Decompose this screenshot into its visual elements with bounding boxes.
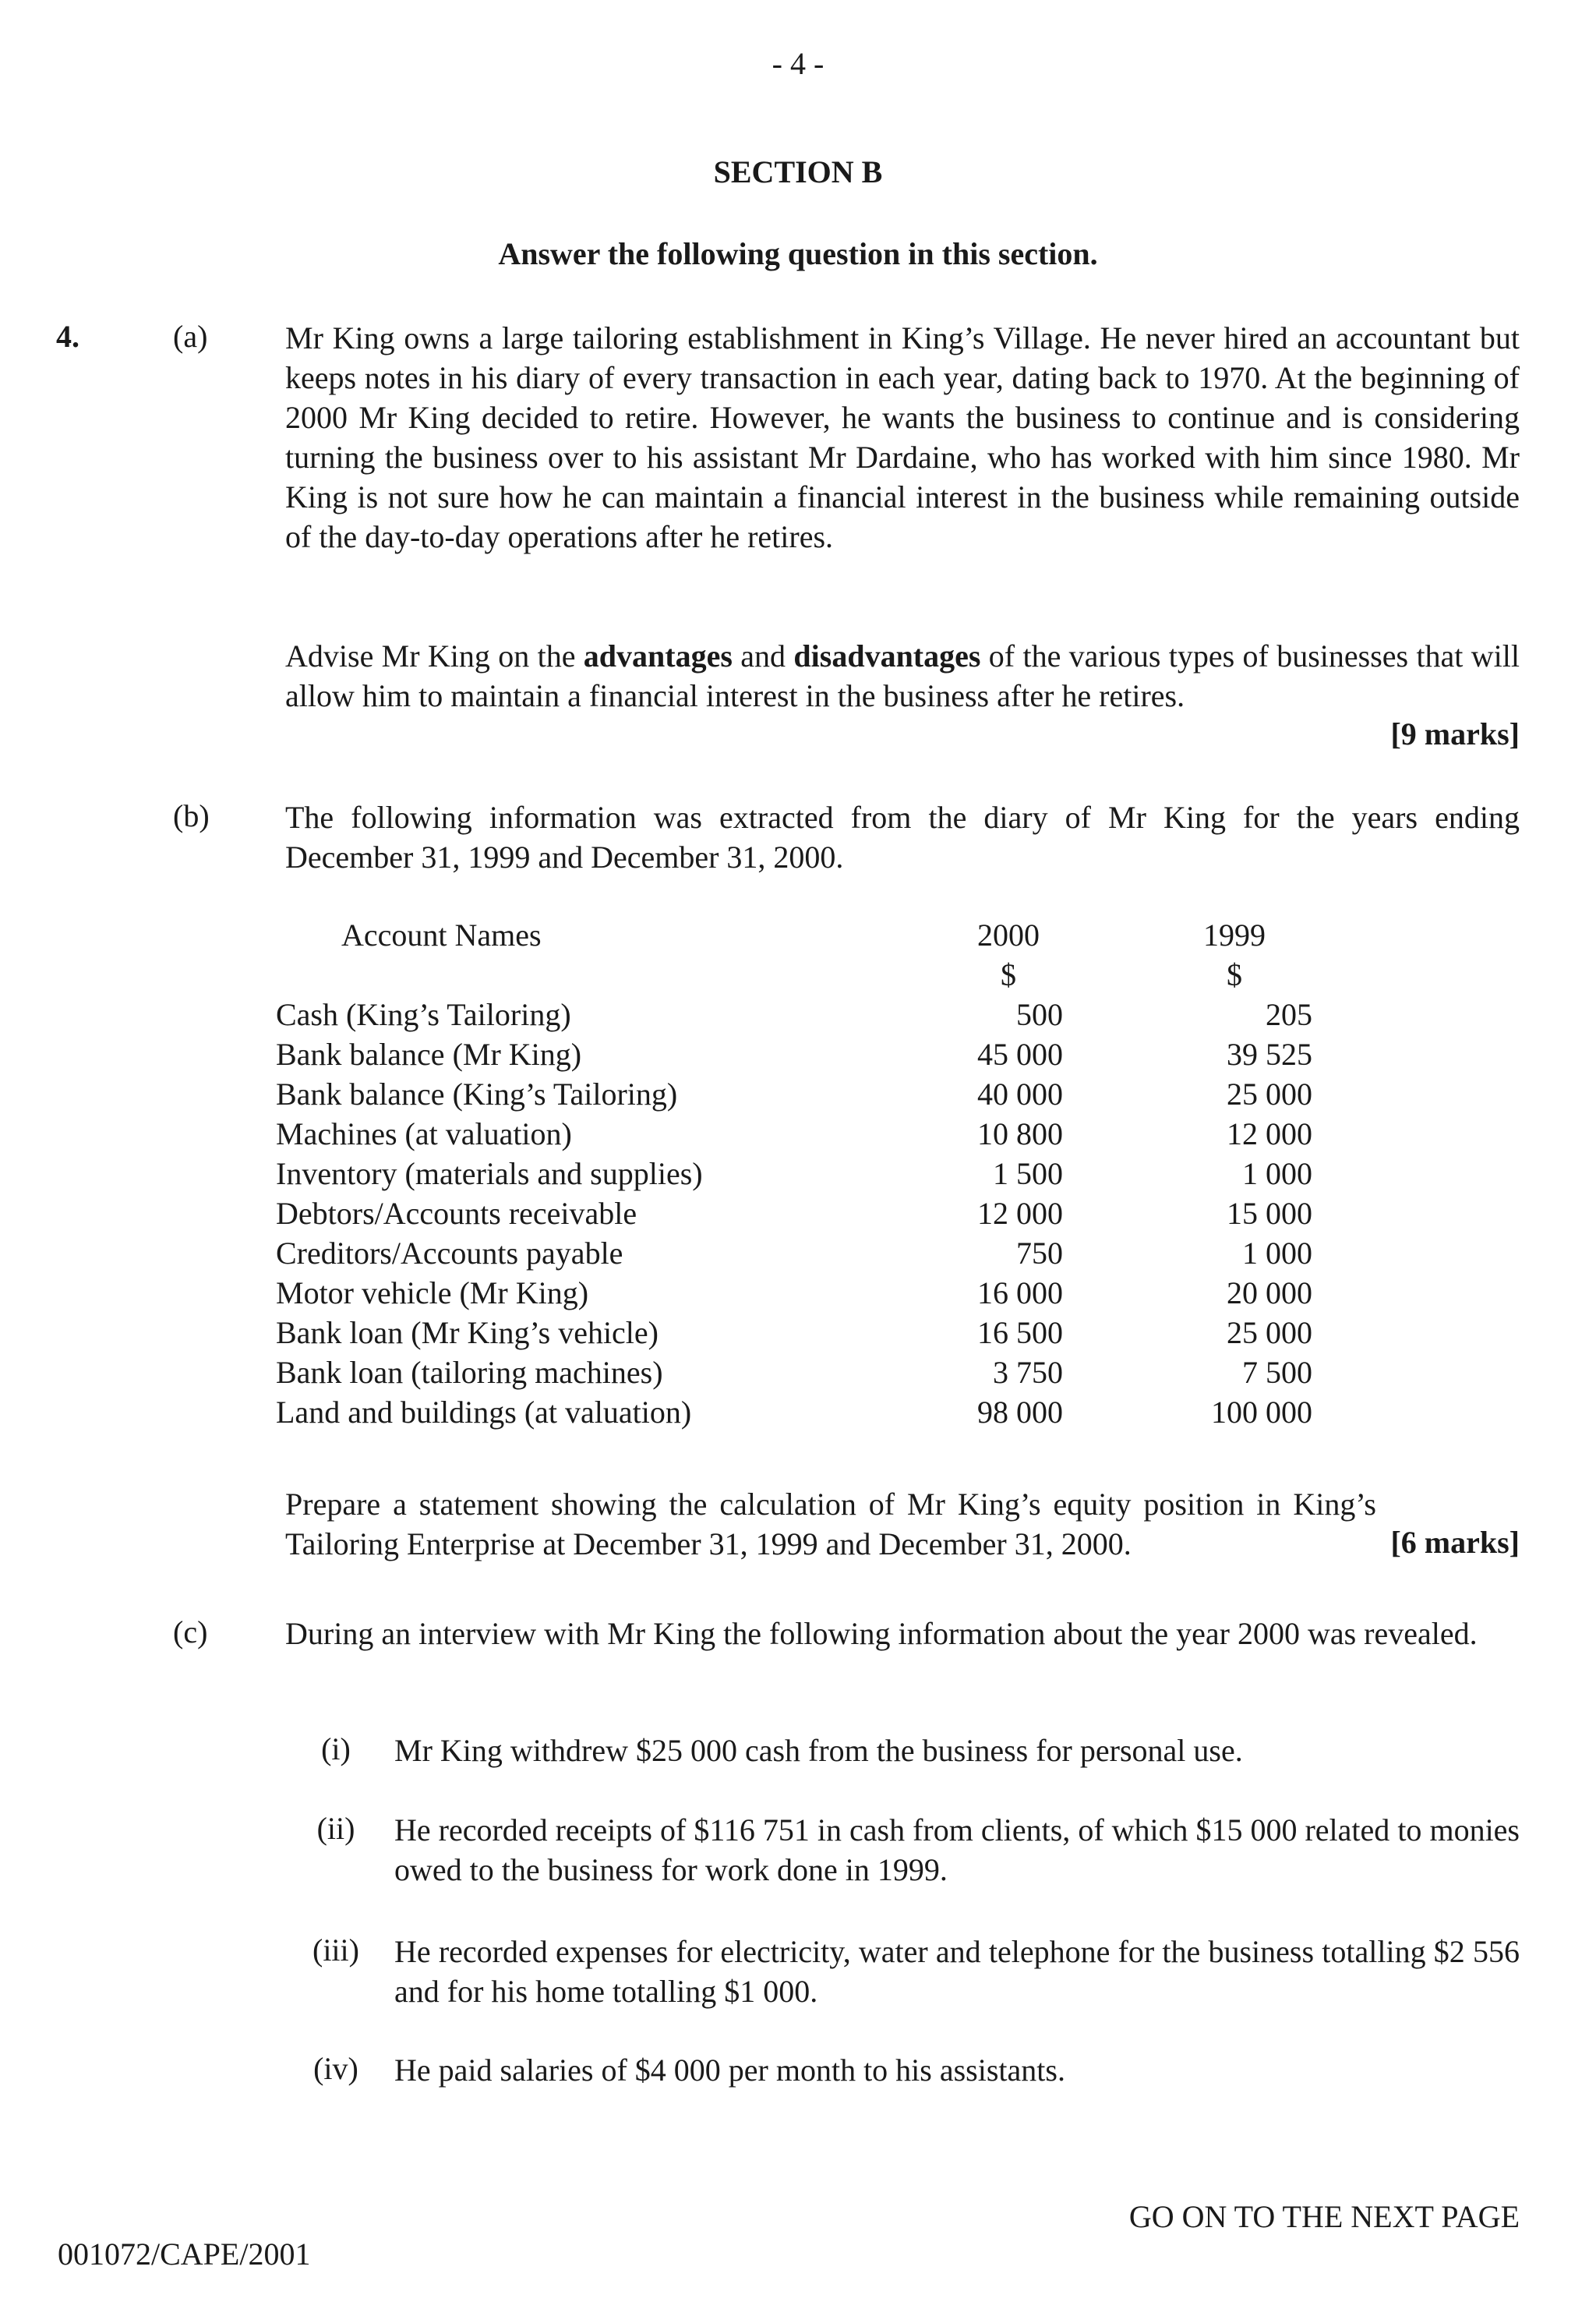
item-ii-text: He recorded receipts of $116 751 in cash from clients, of which $15 000 related to monies owed to the business for work done in 1999. — [394, 1812, 1520, 1887]
value-1999: 20 000 — [1227, 1275, 1312, 1310]
table-row — [276, 996, 1367, 1036]
part-b-label: (b) — [173, 798, 210, 833]
paper-code: 001072/CAPE/2001 — [58, 2236, 311, 2272]
value-2000: 1 500 — [993, 1156, 1063, 1191]
value-1999: 39 525 — [1227, 1037, 1312, 1072]
value-2000: 750 — [1016, 1236, 1063, 1271]
disadvantages-term: disadvantages — [793, 638, 981, 674]
table-row — [276, 1076, 1367, 1116]
table-header-years — [276, 917, 1367, 956]
account-name: Land and buildings (at valuation) — [276, 1395, 692, 1430]
value-2000: 3 750 — [993, 1355, 1063, 1390]
advise-suffix: of the various types of businesses that will allow him to maintain a financial interest in the business after he retires. — [285, 638, 1520, 713]
item-ii-label: (ii) — [316, 1811, 355, 1846]
item-i-text: Mr King withdrew $25 000 cash from the business for personal use. — [394, 1733, 1243, 1768]
column-header-1999: 1999 — [1203, 918, 1266, 953]
item-iv-text: He paid salaries of $4 000 per month to his assistants. — [394, 2053, 1065, 2088]
account-name: Cash (King’s Tailoring) — [276, 997, 571, 1032]
advise-prefix: Advise Mr King on the — [285, 638, 584, 674]
table-row — [276, 1195, 1367, 1235]
account-name: Machines (at valuation) — [276, 1116, 572, 1151]
advise-mid: and — [732, 638, 794, 674]
value-1999: 7 500 — [1242, 1355, 1312, 1390]
section-instruction: Answer the following question in this section. — [498, 236, 1098, 271]
account-name: Bank balance (Mr King) — [276, 1037, 582, 1072]
value-2000: 500 — [1016, 997, 1063, 1032]
table-row — [276, 1116, 1367, 1155]
part-b-intro: The following information was extracted from the diary of Mr King for the years ending December 31, 1999 and December 31, 2000. — [285, 800, 1520, 875]
column-header-account-names: Account Names — [341, 918, 542, 953]
value-1999: 25 000 — [1227, 1315, 1312, 1350]
part-b-task: Prepare a statement showing the calculation of Mr King’s equity position in King’s Tailoring Enterprise at December 31, 1999 and December 31, 2000. — [285, 1487, 1376, 1561]
column-header-2000: 2000 — [977, 918, 1040, 953]
account-name: Motor vehicle (Mr King) — [276, 1275, 589, 1310]
item-i-label: (i) — [321, 1731, 351, 1766]
table-row — [276, 1314, 1367, 1354]
value-1999: 100 000 — [1211, 1395, 1312, 1430]
account-name: Bank balance (King’s Tailoring) — [276, 1077, 678, 1112]
table-row — [276, 1354, 1367, 1394]
part-c-label: (c) — [173, 1614, 208, 1649]
account-name: Inventory (materials and supplies) — [276, 1156, 703, 1191]
question-number: 4. — [56, 319, 79, 354]
value-1999: 1 000 — [1242, 1236, 1312, 1271]
value-2000: 45 000 — [977, 1037, 1063, 1072]
page-number: - 4 - — [772, 46, 824, 81]
currency-2000: $ — [1001, 957, 1016, 992]
value-1999: 12 000 — [1227, 1116, 1312, 1151]
value-1999: 15 000 — [1227, 1196, 1312, 1231]
value-2000: 16 000 — [977, 1275, 1063, 1310]
account-name: Debtors/Accounts receivable — [276, 1196, 637, 1231]
table-row — [276, 1235, 1367, 1275]
account-name: Bank loan (tailoring machines) — [276, 1355, 663, 1390]
part-a-marks: [9 marks] — [1390, 716, 1520, 751]
part-b-marks: [6 marks] — [1390, 1525, 1520, 1560]
go-on-next-page: GO ON TO THE NEXT PAGE — [1128, 2199, 1520, 2234]
table-row — [276, 1036, 1367, 1076]
value-2000: 98 000 — [977, 1395, 1063, 1430]
value-2000: 16 500 — [977, 1315, 1063, 1350]
part-c-intro: During an interview with Mr King the following information about the year 2000 was revealed. — [285, 1616, 1478, 1651]
table-row — [276, 1394, 1367, 1434]
advantages-term: advantages — [583, 638, 733, 674]
table-row — [276, 1155, 1367, 1195]
table-header-currency — [276, 956, 1367, 996]
item-iii-text: He recorded expenses for electricity, water and telephone for the business totalling $2 556 and for his home totalling $1 000. — [394, 1934, 1520, 2009]
value-2000: 10 800 — [977, 1116, 1063, 1151]
value-1999: 1 000 — [1242, 1156, 1312, 1191]
currency-1999: $ — [1227, 957, 1242, 992]
part-a-task — [285, 636, 1520, 716]
item-iv-label: (iv) — [313, 2051, 358, 2086]
table-row — [276, 1275, 1367, 1314]
part-a-scenario: Mr King owns a large tailoring establishment in King’s Village. He never hired an accountant but keeps notes in his diary of every transaction in each year, dating back to 1970. At the beginning of 2000 Mr King decided to retire. However, he wants the business to continue and is considering turning the business over to his assistant Mr Dardaine, who has worked with him since 1980. Mr King is not sure how he can maintain a financial interest in the business while remaining outside of the day-to-day operations after he retires. — [285, 320, 1520, 554]
value-2000: 12 000 — [977, 1196, 1063, 1231]
account-name: Creditors/Accounts payable — [276, 1236, 623, 1271]
value-1999: 205 — [1266, 997, 1312, 1032]
section-heading: SECTION B — [713, 154, 883, 189]
account-name: Bank loan (Mr King’s vehicle) — [276, 1315, 659, 1350]
item-iii-label: (iii) — [312, 1932, 359, 1968]
value-2000: 40 000 — [977, 1077, 1063, 1112]
value-1999: 25 000 — [1227, 1077, 1312, 1112]
part-a-label: (a) — [173, 319, 208, 354]
